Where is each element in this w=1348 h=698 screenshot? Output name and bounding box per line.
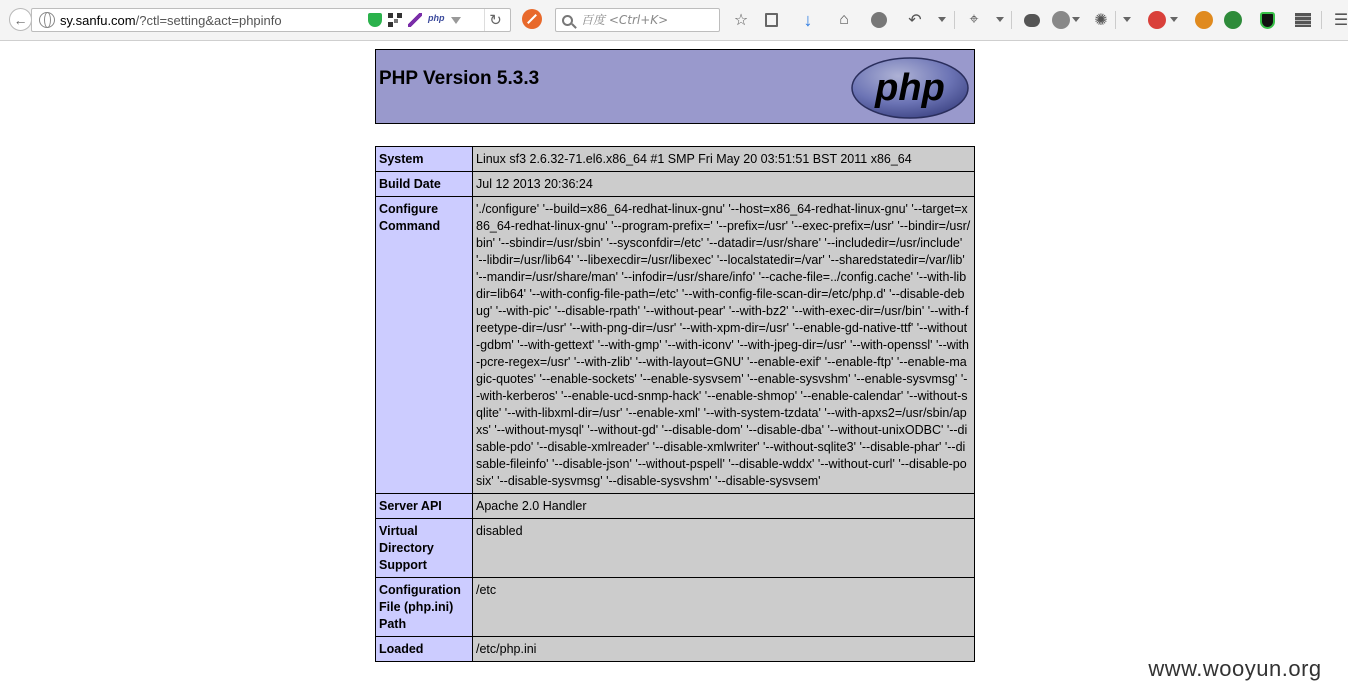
url-host: sy.sanfu.com xyxy=(60,12,136,28)
shield-addon-icon[interactable] xyxy=(1256,9,1278,31)
url-path: /?ctl=setting&act=phpinfo xyxy=(135,12,282,28)
info-row xyxy=(376,147,975,172)
qr-code-icon[interactable] xyxy=(388,13,402,27)
php-version-header xyxy=(375,49,975,124)
info-value: './configure' '--build=x86_64-redhat-linux-gnu' '--host=x86_64-redhat-linux-gnu' '--target=x86_64-redhat-linux-gnu' '--program-prefix=' '--prefix=/usr' '--exec-prefix=/usr' '--bindir=/usr/bin' '--sbindir=/usr/sbin' '--sysconfdir=/etc' '--datadir=/usr/share' '--includedir=/usr/include' '--libdir=/usr/lib64' '--libexecdir=/usr/libexec' '--localstatedir=/var' '--sharedstatedir=/var/lib' '--mandir=/usr/share/man' '--infodir=/usr/share/info' '--cache-file=../config.cache' '--with-libdir=lib64' '--with-config-file-path=/etc' '--with-config-file-scan-dir=/etc/php.d' '--disable-debug' '--with-pic' '--disable-rpath' '--without-pear' '--with-bz2' '--with-exec-dir=/usr/bin' '--with-freetype-dir=/usr' '--with-png-dir=/usr' '--with-xpm-dir=/usr' '--enable-gd-native-ttf' '--without-gdbm' '--with-gettext' '--with-gmp' '--with-iconv' '--with-jpeg-dir=/usr' '--with-openssl' '--with-pcre-regex=/usr' '--with-zlib' '--with-layout=GNU' '--enable-exif' '--enable-ftp' '--enable-magic-quotes' '--enable-sockets' '--enable-sysvsem' '--enable-sysvshm' '--enable-sysvmsg' '--with-kerberos' '--enable-ucd-snmp-hack' '--enable-shmop' '--enable-calendar' '--without-sqlite' '--with-libxml-dir=/usr' '--enable-xml' '--with-system-tzdata' '--with-apxs2=/usr/sbin/apxs' '--without-mysql' '--without-gd' '--disable-dom' '--disable-dba' '--without-unixODBC' '--disable-pdo' '--disable-xmlreader' '--disable-xmlwriter' '--without-sqlite3' '--disable-phar' '--disable-fileinfo' '--disable-json' '--without-pspell' '--disable-wddx' '--without-curl' '--disable-posix' '--disable-sysvmsg' '--disable-sysvshm' '--disable-sysvsem' xyxy=(473,197,975,494)
toolbar-separator xyxy=(1321,11,1322,29)
info-key: Virtual Directory Support xyxy=(376,519,473,578)
download-icon[interactable]: ↓ xyxy=(803,9,813,30)
phpinfo-page xyxy=(375,49,975,662)
search-input[interactable] xyxy=(581,13,711,27)
back-arrow-icon: ← xyxy=(13,11,28,28)
php-logo-icon[interactable] xyxy=(850,56,970,120)
php-info-table xyxy=(375,146,975,662)
undo-icon[interactable]: ↶ xyxy=(908,12,922,29)
bookmarks-list-icon[interactable] xyxy=(760,9,782,31)
globe-icon xyxy=(39,12,55,28)
info-value: disabled xyxy=(473,519,975,578)
green-addon-icon[interactable] xyxy=(1222,9,1244,31)
search-icon xyxy=(562,15,573,26)
crop-dropdown-icon[interactable] xyxy=(996,17,1004,22)
feather-icon[interactable] xyxy=(408,13,422,27)
url-dropdown-icon[interactable] xyxy=(451,17,461,24)
address-bar[interactable] xyxy=(31,8,511,32)
info-key: Server API xyxy=(376,494,473,519)
crop-icon[interactable]: ⌖ xyxy=(969,11,979,28)
comment-icon[interactable] xyxy=(1021,9,1043,31)
info-row xyxy=(376,519,975,578)
info-value: Apache 2.0 Handler xyxy=(473,494,975,519)
info-value: Jul 12 2013 20:36:24 xyxy=(473,172,975,197)
php-chip-icon[interactable]: php xyxy=(428,13,445,23)
red-addon-dropdown-icon[interactable] xyxy=(1170,17,1178,22)
shield-icon[interactable] xyxy=(368,13,382,27)
firewall-icon[interactable] xyxy=(1292,9,1314,31)
search-bar[interactable] xyxy=(555,8,720,32)
bug-icon[interactable]: ✺ xyxy=(1094,12,1108,29)
info-value: /etc/php.ini xyxy=(473,637,975,662)
browser-toolbar xyxy=(0,0,1348,41)
watermark: www.wooyun.org xyxy=(1130,654,1340,684)
info-key: Build Date xyxy=(376,172,473,197)
info-row xyxy=(376,494,975,519)
address-bar-icons xyxy=(368,13,461,27)
reload-button[interactable] xyxy=(484,9,506,31)
bookmark-star-icon[interactable]: ☆ xyxy=(733,12,749,29)
block-icon[interactable] xyxy=(522,9,542,29)
addon-dropdown-icon[interactable] xyxy=(1072,17,1080,22)
fox-addon-icon[interactable] xyxy=(1193,9,1215,31)
undo-dropdown-icon[interactable] xyxy=(938,17,946,22)
info-value: Linux sf3 2.6.32-71.el6.x86_64 #1 SMP Fri May 20 03:51:51 BST 2011 x86_64 xyxy=(473,147,975,172)
info-key: Configure Command xyxy=(376,197,473,494)
hamburger-menu-icon[interactable]: ☰ xyxy=(1333,12,1348,29)
info-row xyxy=(376,197,975,494)
php-logo-text: php xyxy=(875,67,945,109)
addon-gray-icon[interactable] xyxy=(1050,9,1072,31)
url-text[interactable] xyxy=(60,13,364,28)
info-key: Configuration File (php.ini) Path xyxy=(376,578,473,637)
php-version-title: PHP Version 5.3.3 xyxy=(379,68,540,89)
info-row xyxy=(376,578,975,637)
toolbar-separator xyxy=(1011,11,1012,29)
toolbar-separator xyxy=(1115,11,1116,29)
info-key: System xyxy=(376,147,473,172)
info-value: /etc xyxy=(473,578,975,637)
info-key: Loaded xyxy=(376,637,473,662)
home-icon[interactable]: ⌂ xyxy=(839,11,849,28)
back-button[interactable] xyxy=(9,8,32,31)
toolbar-separator xyxy=(954,11,955,29)
info-row xyxy=(376,172,975,197)
chat-icon[interactable] xyxy=(868,9,890,31)
red-addon-icon[interactable] xyxy=(1146,9,1168,31)
info-row xyxy=(376,637,975,662)
reload-icon: ↻ xyxy=(489,12,502,29)
menu-dropdown-icon[interactable] xyxy=(1123,17,1131,22)
